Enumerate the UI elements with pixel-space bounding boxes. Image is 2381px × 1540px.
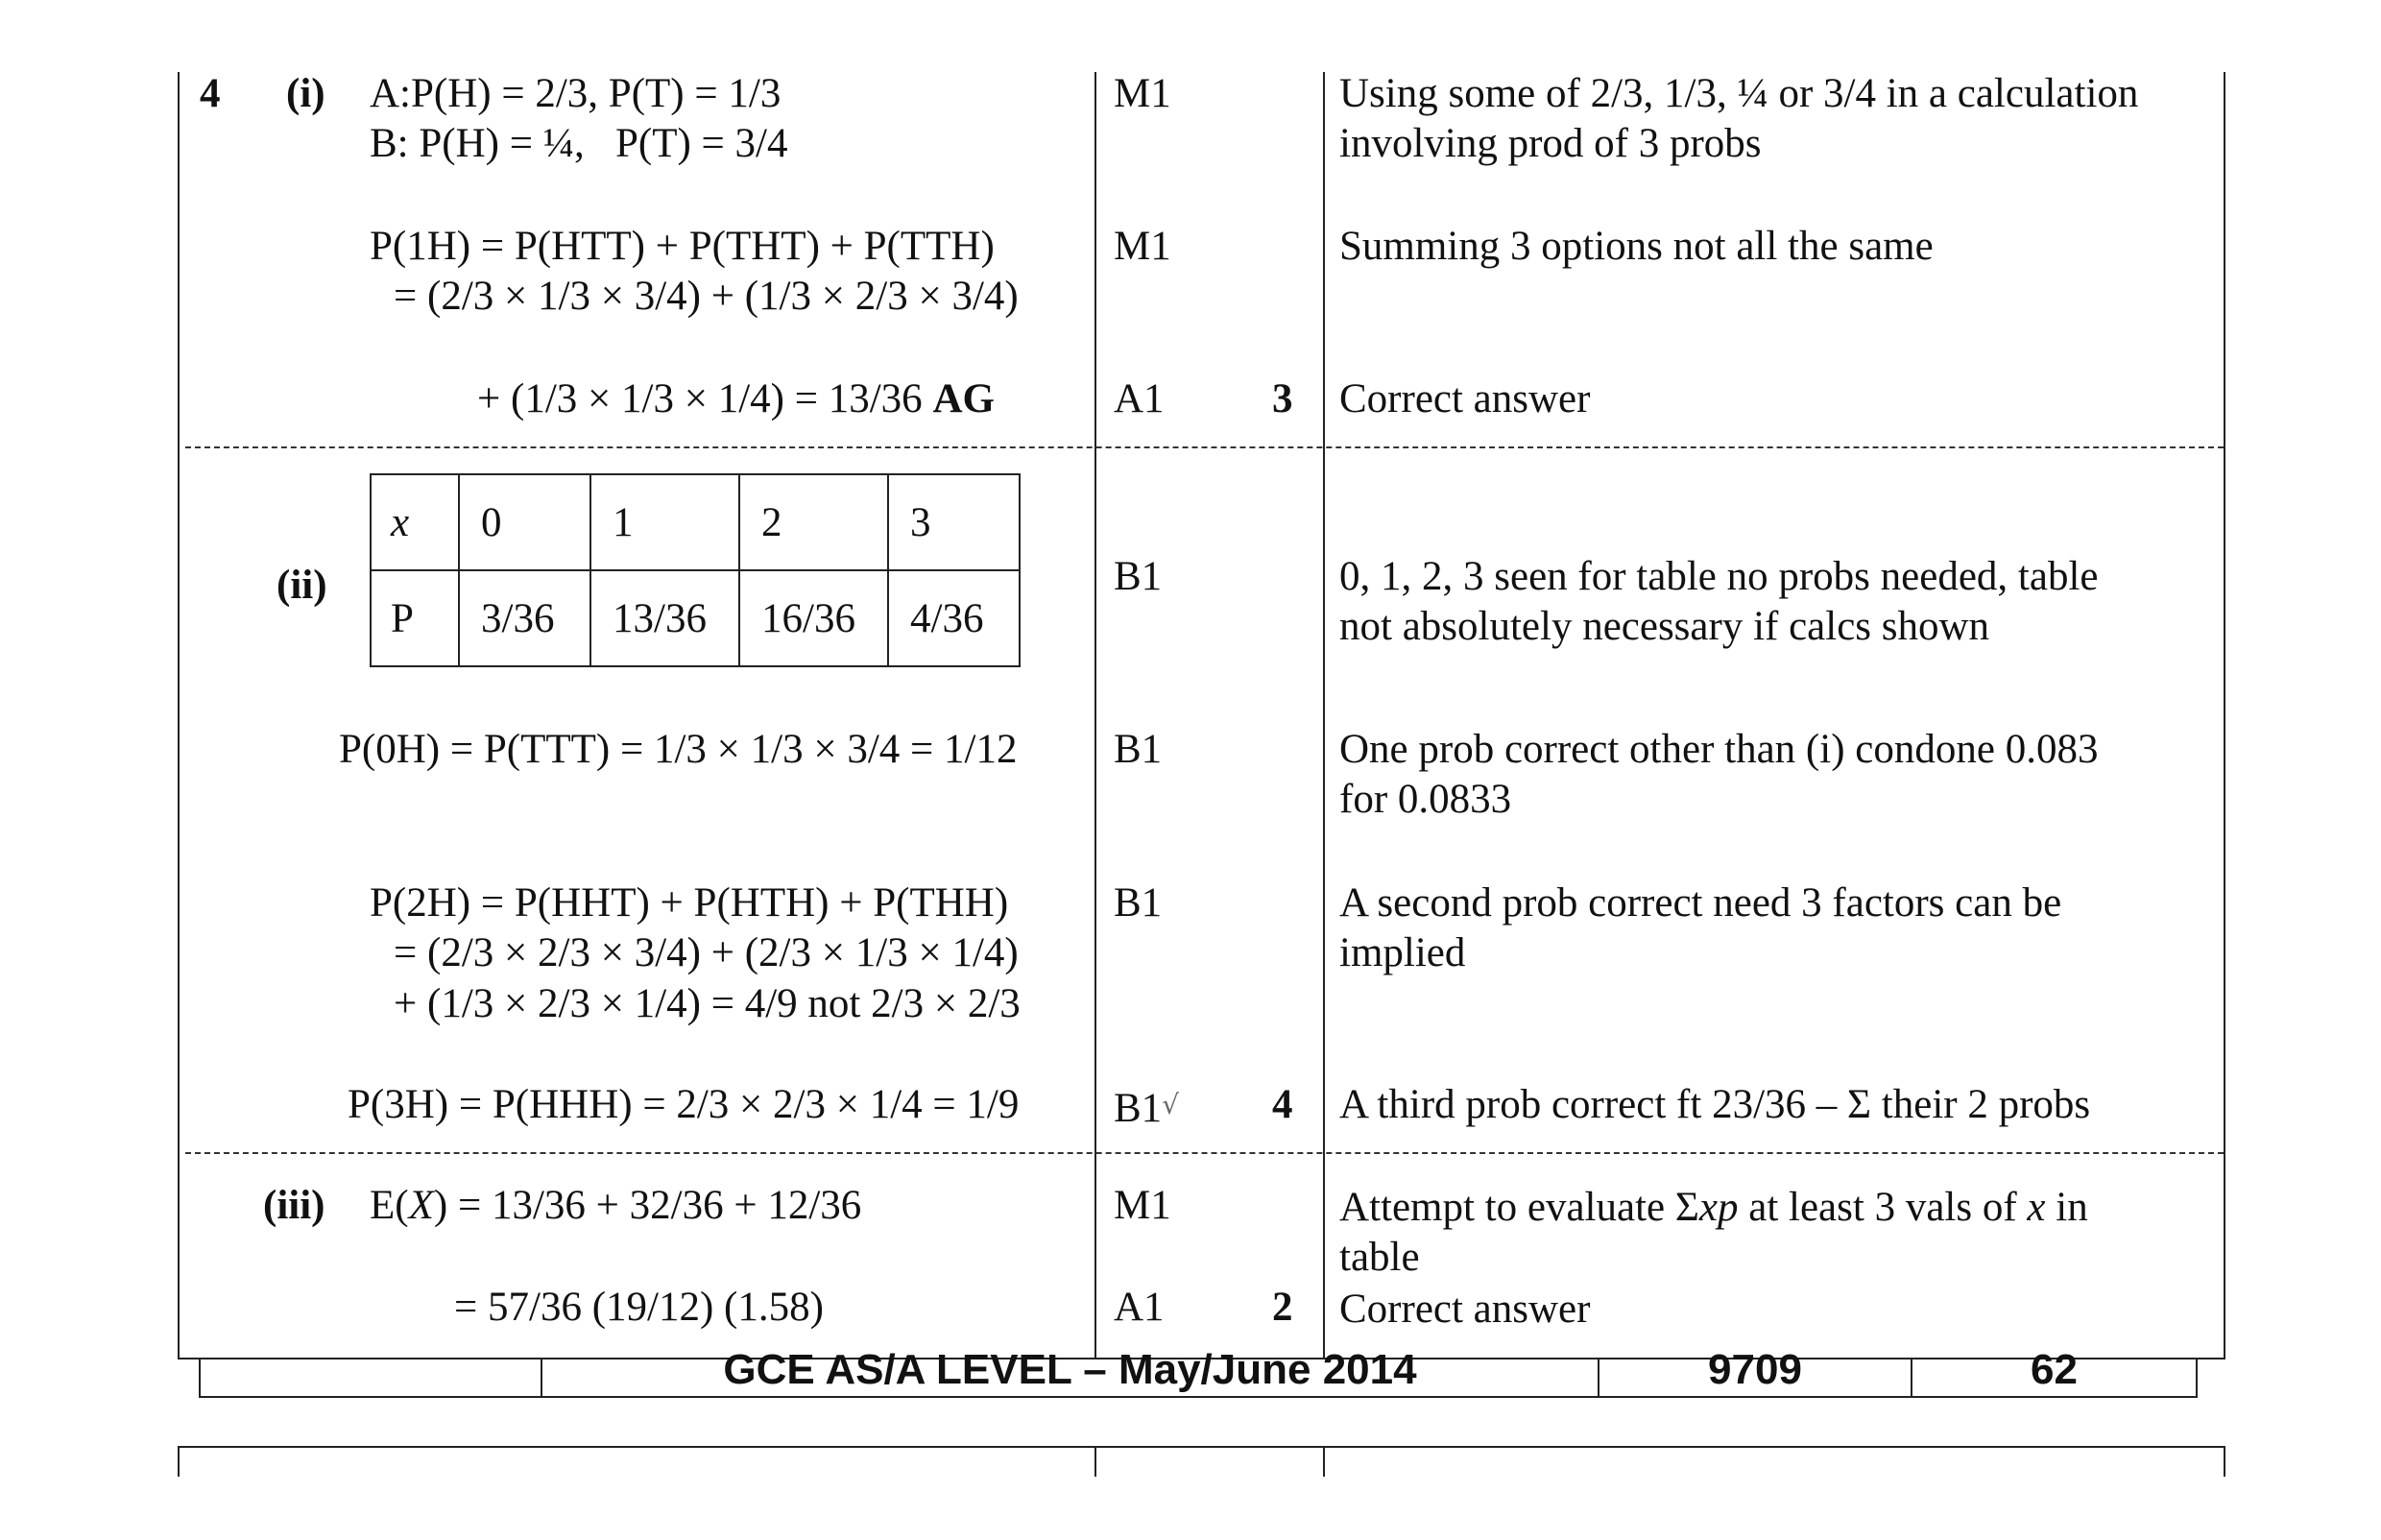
part-iii-guidance-1: Attempt to evaluate Σxp at least 3 vals of x in — [1339, 1185, 2088, 1230]
part-i-mark-1: M1 — [1114, 71, 1171, 116]
table-right-border — [2224, 72, 2225, 1359]
next-table-divider-1 — [1094, 1446, 1096, 1477]
part-i-line-1: A:P(H) = 2/3, P(T) = 1/3 — [370, 71, 782, 116]
p-row-label: P — [371, 570, 459, 666]
part-separator-2 — [185, 1152, 2224, 1154]
table-left-border — [178, 72, 180, 1359]
part-ii-mark-1: B1 — [1114, 554, 1163, 599]
answer-marks-divider — [1094, 72, 1096, 1359]
part-ii-total: 4 — [1272, 1082, 1293, 1127]
part-ii-guidance-5: A second prob correct need 3 factors can be — [1339, 880, 2062, 926]
answer-given-tag: AG — [932, 376, 995, 421]
part-ii-line-3: = (2/3 × 2/3 × 3/4) + (2/3 × 1/3 × 1/4) — [394, 930, 1019, 975]
next-table-divider-2 — [1323, 1446, 1325, 1477]
part-i-mark-2: M1 — [1114, 224, 1171, 269]
next-table-right-border — [2224, 1446, 2225, 1477]
part-iii-guidance-3: Correct answer — [1339, 1287, 1591, 1332]
part-iii-mark-2: A1 — [1114, 1285, 1165, 1330]
footer-title: GCE AS/A LEVEL – May/June 2014 — [723, 1346, 1417, 1393]
part-i-line-4: = (2/3 × 1/3 × 3/4) + (1/3 × 2/3 × 3/4) — [394, 274, 1019, 319]
part-ii-guidance-7: A third prob correct ft 23/36 – Σ their 2 probs — [1339, 1082, 2091, 1127]
table-row — [371, 570, 1020, 666]
part-iii-line-2: = 57/36 (19/12) (1.58) — [454, 1285, 824, 1330]
p-value-cell: 13/36 — [590, 570, 739, 666]
part-ii-guidance-1: 0, 1, 2, 3 seen for table no probs needed, table — [1339, 554, 2099, 599]
part-ii-line-2: P(2H) = P(HHT) + P(HTH) + P(THH) — [370, 880, 1009, 926]
part-i-guidance-2: involving prod of 3 probs — [1339, 121, 1762, 166]
p-value-cell: 3/36 — [459, 570, 590, 666]
footer-syllabus-code: 9709 — [1708, 1346, 1802, 1393]
part-i-label: (i) — [286, 71, 325, 116]
footer-bottom-border — [199, 1396, 2198, 1398]
table-row — [371, 474, 1020, 570]
x-value-cell: 3 — [888, 474, 1020, 570]
part-ii-line-4: + (1/3 × 2/3 × 1/4) = 4/9 not 2/3 × 2/3 — [394, 981, 1021, 1026]
part-ii-mark-3: B1 — [1114, 880, 1163, 926]
part-ii-label: (ii) — [277, 563, 327, 608]
part-i-line-2: B: P(H) = ¼, P(T) = 3/4 — [370, 121, 788, 166]
part-ii-guidance-6: implied — [1339, 930, 1466, 975]
part-iii-mark-1: M1 — [1114, 1183, 1171, 1228]
footer-paper-number: 62 — [2031, 1346, 2078, 1393]
part-iii-total: 2 — [1272, 1285, 1293, 1330]
p-value-cell: 4/36 — [888, 570, 1020, 666]
part-i-line-3: P(1H) = P(HTT) + P(THT) + P(TTH) — [370, 224, 995, 269]
part-i-total: 3 — [1272, 376, 1293, 421]
part-ii-guidance-3: One prob correct other than (i) condone 0.083 — [1339, 727, 2099, 772]
part-ii-line-5: P(3H) = P(HHH) = 2/3 × 2/3 × 1/4 = 1/9 — [348, 1082, 1020, 1127]
part-ii-guidance-4: for 0.0833 — [1339, 777, 1512, 822]
next-table-top-border — [178, 1446, 2225, 1448]
marks-guidance-divider — [1323, 72, 1325, 1359]
x-value-cell: 0 — [459, 474, 590, 570]
part-ii-line-1: P(0H) = P(TTT) = 1/3 × 1/3 × 3/4 = 1/12 — [339, 727, 1018, 772]
next-table-left-border — [178, 1446, 180, 1477]
part-iii-label: (iii) — [263, 1183, 325, 1228]
part-i-guidance-1: Using some of 2/3, 1/3, ¼ or 3/4 in a calculation — [1339, 71, 2139, 116]
x-value-cell: 2 — [739, 474, 888, 570]
part-ii-mark-4: B1√ — [1114, 1086, 1180, 1131]
x-value-cell: 1 — [590, 474, 739, 570]
part-ii-mark-2: B1 — [1114, 727, 1163, 772]
footer-border-left — [199, 1358, 201, 1396]
p-value-cell: 16/36 — [739, 570, 888, 666]
x-row-label: x — [371, 474, 459, 570]
footer-border-right — [2196, 1358, 2198, 1396]
probability-distribution-table — [370, 473, 1021, 667]
follow-through-tick: √ — [1162, 1089, 1180, 1120]
part-iii-line-1: E(X) = 13/36 + 32/36 + 12/36 — [370, 1183, 862, 1228]
part-i-mark-3: A1 — [1114, 376, 1165, 421]
part-i-guidance-4: Correct answer — [1339, 376, 1591, 421]
part-separator-1 — [185, 446, 2224, 448]
part-i-line-5: + (1/3 × 1/3 × 1/4) = 13/36 AG — [477, 376, 995, 421]
part-i-guidance-3: Summing 3 options not all the same — [1339, 224, 1934, 269]
question-number: 4 — [200, 71, 221, 116]
part-iii-guidance-2: table — [1339, 1235, 1420, 1280]
part-ii-guidance-2: not absolutely necessary if calcs shown — [1339, 604, 1990, 649]
